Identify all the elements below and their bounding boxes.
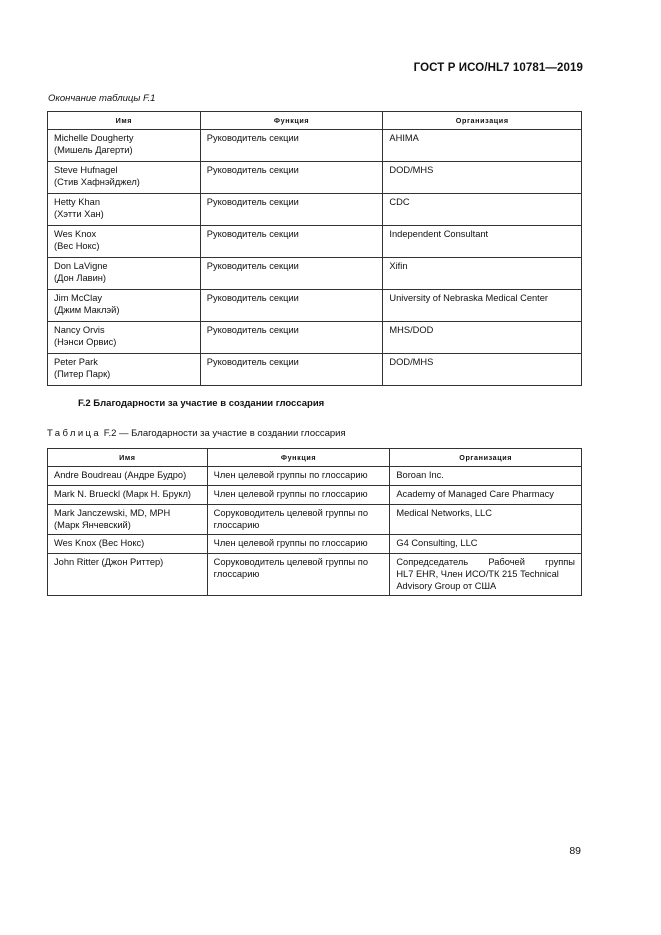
name-latin: Wes Knox <box>54 229 97 239</box>
cell-name <box>48 194 201 226</box>
cell-name: Mark N. Brueckl (Марк Н. Брукл) <box>48 486 208 505</box>
cell-function: Член целевой группы по глоссарию <box>207 486 390 505</box>
table-row <box>48 162 582 194</box>
cell-function: Руководитель секции <box>200 194 383 226</box>
name-cyrillic: (Дон Лавин) <box>54 273 107 283</box>
org-line: HL7 EHR, Член ИСО/ТК 215 Technical <box>396 569 559 579</box>
function-line: глоссарию <box>213 520 260 530</box>
name-latin: Jim McClay <box>54 293 103 303</box>
cell-name <box>48 162 201 194</box>
cell-function: Руководитель секции <box>200 290 383 322</box>
cell-name <box>48 505 208 535</box>
table-row <box>48 486 582 505</box>
cell-organization: G4 Consulting, LLC <box>390 535 582 554</box>
name-latin: Michelle Dougherty <box>54 133 134 143</box>
cell-name: John Ritter (Джон Риттер) <box>48 554 208 596</box>
table-f2-glossary <box>47 448 582 596</box>
table2-caption-text: — Благодарности за участие в создании глоссария <box>119 428 346 439</box>
cell-organization: Medical Networks, LLC <box>390 505 582 535</box>
cell-organization: AHIMA <box>383 130 582 162</box>
name-latin: Hetty Khan <box>54 197 100 207</box>
column-header-organization: Организация <box>390 449 582 467</box>
cell-organization: CDC <box>383 194 582 226</box>
cell-organization <box>390 554 582 596</box>
cell-function: Член целевой группы по глоссарию <box>207 535 390 554</box>
page-number: 89 <box>569 845 581 857</box>
cell-function: Руководитель секции <box>200 322 383 354</box>
cell-organization: Academy of Managed Care Pharmacy <box>390 486 582 505</box>
cell-name: Wes Knox (Вес Нокс) <box>48 535 208 554</box>
cell-name <box>48 258 201 290</box>
cell-organization: DOD/MHS <box>383 354 582 386</box>
table-row <box>48 258 582 290</box>
cell-function: Член целевой группы по глоссарию <box>207 467 390 486</box>
cell-organization: MHS/DOD <box>383 322 582 354</box>
table-row <box>48 467 582 486</box>
table-row <box>48 354 582 386</box>
name-latin: Steve Hufnagel <box>54 165 118 175</box>
name-cyrillic: (Питер Парк) <box>54 369 111 379</box>
name-cyrillic: (Вес Нокс) <box>54 241 100 251</box>
table2-caption <box>47 428 346 439</box>
cell-organization: University of Nebraska Medical Center <box>383 290 582 322</box>
cell-name <box>48 354 201 386</box>
table-row <box>48 226 582 258</box>
cell-organization: Boroan Inc. <box>390 467 582 486</box>
table-row <box>48 194 582 226</box>
cell-organization: DOD/MHS <box>383 162 582 194</box>
cell-function: Руководитель секции <box>200 258 383 290</box>
column-header-function: Функция <box>207 449 390 467</box>
table-row <box>48 130 582 162</box>
name-cyrillic: (Джим Маклэй) <box>54 305 120 315</box>
table1-caption: Окончание таблицы F.1 <box>48 93 156 104</box>
name-latin: Nancy Orvis <box>54 325 105 335</box>
cell-organization: Xifin <box>383 258 582 290</box>
cell-function: Руководитель секции <box>200 226 383 258</box>
column-header-name: Имя <box>48 112 201 130</box>
cell-function: Руководитель секции <box>200 354 383 386</box>
column-header-function: Функция <box>200 112 383 130</box>
org-line: Advisory Group от США <box>396 581 497 591</box>
cell-organization: Independent Consultant <box>383 226 582 258</box>
cell-function: Руководитель секции <box>200 162 383 194</box>
table-header-row <box>48 449 582 467</box>
name-cyrillic: (Стив Хафнэйджел) <box>54 177 140 187</box>
name-cyrillic: (Марк Янчевский) <box>54 520 131 530</box>
name-cyrillic: (Хэтти Хан) <box>54 209 104 219</box>
column-header-organization: Организация <box>383 112 582 130</box>
name-latin: Don LaVigne <box>54 261 108 271</box>
function-line: глоссарию <box>213 569 260 579</box>
cell-name <box>48 130 201 162</box>
table2-caption-number: F.2 <box>103 428 117 439</box>
table2-caption-label: Таблица <box>47 428 102 439</box>
org-line: Сопредседатель Рабочей группы <box>396 557 575 567</box>
table-row <box>48 322 582 354</box>
cell-function <box>207 554 390 596</box>
table-row <box>48 290 582 322</box>
standard-designation: ГОСТ Р ИСО/HL7 10781—2019 <box>413 62 583 74</box>
name-latin: Peter Park <box>54 357 98 367</box>
name-latin: Mark Janczewski, MD, MPH <box>54 508 171 518</box>
table-row <box>48 554 582 596</box>
table-header-row <box>48 112 582 130</box>
cell-function: Руководитель секции <box>200 130 383 162</box>
cell-name <box>48 290 201 322</box>
table-row <box>48 505 582 535</box>
column-header-name: Имя <box>48 449 208 467</box>
cell-name: Andre Boudreau (Андре Будро) <box>48 467 208 486</box>
cell-name <box>48 226 201 258</box>
name-cyrillic: (Мишель Дагерти) <box>54 145 133 155</box>
name-cyrillic: (Нэнси Орвис) <box>54 337 117 347</box>
cell-function <box>207 505 390 535</box>
function-line: Соруководитель целевой группы по <box>213 557 369 567</box>
cell-name <box>48 322 201 354</box>
section-heading-f2: F.2 Благодарности за участие в создании глоссария <box>78 398 325 409</box>
table-f1-continuation <box>47 111 582 386</box>
table-row <box>48 535 582 554</box>
function-line: Соруководитель целевой группы по <box>213 508 369 518</box>
